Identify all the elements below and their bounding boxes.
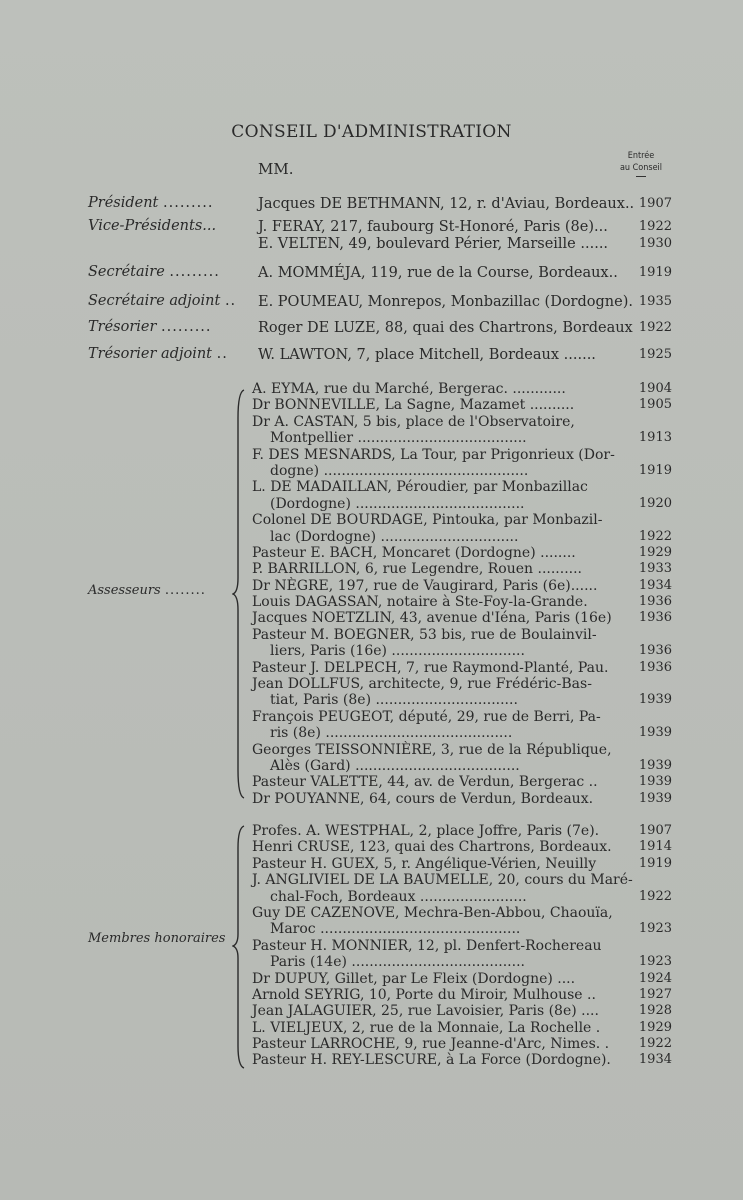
entry-row bbox=[252, 529, 672, 545]
entry-year: 1934 bbox=[638, 1052, 672, 1068]
entry-text: F. DES MESNARDS, La Tour, par Prigonrieux (Dor- bbox=[252, 446, 615, 463]
entry-year: 1919 bbox=[638, 855, 672, 871]
officer-entries bbox=[252, 294, 672, 312]
entry-row bbox=[252, 660, 672, 676]
officer-role-text: Secrétaire bbox=[88, 264, 165, 280]
entry-year: 1935 bbox=[638, 294, 672, 309]
entry-text: Pasteur E. BACH, Moncaret (Dordogne) ........ bbox=[252, 544, 576, 561]
assesseurs-label bbox=[88, 583, 206, 598]
entry-text: Pasteur H. MONNIER, 12, pl. Denfert-Rochereau bbox=[252, 937, 602, 954]
entry-year: 1929 bbox=[638, 544, 672, 560]
entry-year: 1936 bbox=[638, 610, 672, 626]
entry-year: 1913 bbox=[638, 430, 672, 446]
officer-entries bbox=[252, 196, 672, 214]
entry-text: Pasteur H. GUEX, 5, r. Angélique-Vérien, Neuilly bbox=[252, 855, 597, 872]
mm-header: MM. bbox=[258, 160, 294, 178]
officer-role-text: Secrétaire adjoint bbox=[88, 293, 221, 309]
entry-row bbox=[252, 610, 672, 626]
entry-text: E. VELTEN, 49, boulevard Périer, Marseille ...... bbox=[258, 236, 609, 252]
entry-text: Profes. A. WESTPHAL, 2, place Joffre, Paris (7e). bbox=[252, 823, 600, 839]
entree-column-header bbox=[611, 150, 671, 177]
entry-year: 1936 bbox=[638, 659, 672, 675]
assesseurs-brace bbox=[232, 388, 246, 800]
entry-text: W. LAWTON, 7, place Mitchell, Bordeaux ....... bbox=[258, 347, 596, 363]
entry-text: Maroc ............................................. bbox=[270, 921, 521, 938]
entry-text: lac (Dordogne) ............................... bbox=[270, 528, 519, 545]
entry-row bbox=[252, 627, 672, 643]
entry-text: Jean JALAGUIER, 25, rue Lavoisier, Paris (8e) .... bbox=[252, 1003, 599, 1020]
officer-role bbox=[88, 218, 216, 234]
honoraires-list bbox=[252, 823, 672, 1069]
entry-year: 1922 bbox=[638, 888, 672, 904]
entry-row bbox=[252, 381, 672, 397]
entry-row bbox=[252, 889, 672, 905]
assesseurs-dots: ........ bbox=[164, 583, 206, 598]
officer-role-text: Trésorier bbox=[88, 319, 157, 335]
entry-row bbox=[252, 414, 672, 430]
entry-text: Montpellier ...................................... bbox=[270, 430, 527, 447]
entry-text: Colonel DE BOURDAGE, Pintouka, par Monbazil- bbox=[252, 512, 603, 529]
entry-row bbox=[252, 320, 672, 338]
officer-role-dots: .. bbox=[224, 293, 237, 309]
entry-row bbox=[252, 1003, 672, 1019]
entry-text: chal-Foch, Bordeaux ........................ bbox=[270, 888, 527, 905]
entry-year: 1924 bbox=[638, 970, 672, 986]
entry-row bbox=[252, 692, 672, 708]
entry-row bbox=[252, 578, 672, 594]
entry-year: 1939 bbox=[638, 790, 672, 806]
officer-role-text: Vice-Présidents... bbox=[88, 218, 217, 234]
entry-row bbox=[252, 709, 672, 725]
entry-year: 1907 bbox=[638, 196, 672, 211]
honoraires-label bbox=[88, 931, 225, 946]
entry-year: 1934 bbox=[638, 577, 672, 593]
entry-text: Jacques DE BETHMANN, 12, r. d'Aviau, Bordeaux.. bbox=[258, 196, 635, 212]
entree-dash bbox=[636, 176, 646, 177]
entry-text: Georges TEISSONNIÈRE, 3, rue de la République, bbox=[252, 741, 612, 758]
officer-entries bbox=[252, 347, 672, 365]
entry-text: A. MOMMÉJA, 119, rue de la Course, Bordeaux.. bbox=[258, 265, 618, 281]
entry-text: Henri CRUSE, 123, quai des Chartrons, Bordeaux. bbox=[252, 839, 612, 856]
entry-text: Pasteur J. DELPECH, 7, rue Raymond-Planté, Pau. bbox=[252, 659, 609, 676]
honoraires-label-text: Membres honoraires bbox=[88, 931, 226, 946]
entry-text: Louis DAGASSAN, notaire à Ste-Foy-la-Grande. bbox=[252, 594, 588, 611]
entry-row bbox=[252, 1052, 672, 1068]
entry-row bbox=[252, 938, 672, 954]
entry-text: liers, Paris (16e) .............................. bbox=[270, 643, 525, 660]
officer-role bbox=[88, 319, 212, 335]
officer-role bbox=[88, 293, 236, 309]
entry-text: Paris (14e) ....................................... bbox=[270, 954, 525, 971]
entry-row bbox=[252, 872, 672, 888]
entry-text: (Dordogne) ...................................... bbox=[270, 495, 525, 512]
entry-row bbox=[252, 823, 672, 839]
entry-row bbox=[252, 839, 672, 855]
entry-text: Jacques NOETZLIN, 43, avenue d'Iéna, Paris (16e) bbox=[252, 610, 612, 627]
entry-row bbox=[252, 676, 672, 692]
entry-row bbox=[252, 196, 672, 214]
entry-year: 1907 bbox=[638, 823, 672, 838]
entry-text: J. ANGLIVIEL DE LA BAUMELLE, 20, cours du Maré- bbox=[252, 872, 633, 889]
assesseurs-label-text: Assesseurs bbox=[88, 583, 161, 598]
entry-year: 1936 bbox=[638, 643, 672, 659]
entry-year: 1919 bbox=[638, 462, 672, 478]
entry-text: E. POUMEAU, Monrepos, Monbazillac (Dordogne). bbox=[258, 294, 633, 310]
officer-role-dots: ......... bbox=[163, 195, 214, 211]
entry-year: 1922 bbox=[638, 1036, 672, 1052]
entry-row bbox=[252, 987, 672, 1003]
entry-year: 1922 bbox=[638, 320, 672, 335]
entry-text: dogne) .............................................. bbox=[270, 462, 529, 479]
entry-year: 1930 bbox=[638, 236, 672, 251]
entry-row bbox=[252, 561, 672, 577]
entry-text: Dr A. CASTAN, 5 bis, place de l'Observatoire, bbox=[252, 413, 575, 430]
entry-row bbox=[252, 791, 672, 807]
entry-text: Dr BONNEVILLE, La Sagne, Mazamet .......... bbox=[252, 397, 575, 414]
officer-role-dots: ......... bbox=[169, 264, 220, 280]
entry-row bbox=[252, 856, 672, 872]
entry-row bbox=[252, 545, 672, 561]
entree-line1: Entrée bbox=[627, 151, 655, 161]
entry-text: L. VIELJEUX, 2, rue de la Monnaie, La Rochelle . bbox=[252, 1019, 601, 1036]
entry-year: 1929 bbox=[638, 1019, 672, 1035]
entry-year: 1923 bbox=[638, 921, 672, 937]
entry-text: Pasteur M. BOEGNER, 53 bis, rue de Boulainvil- bbox=[252, 626, 597, 643]
entry-text: tiat, Paris (8e) ................................ bbox=[270, 692, 518, 709]
officer-role-dots: .. bbox=[216, 346, 228, 362]
entry-row bbox=[252, 643, 672, 659]
entry-row bbox=[252, 1036, 672, 1052]
entry-row bbox=[252, 463, 672, 479]
assesseurs-list bbox=[252, 381, 672, 807]
entry-text: Dr POUYANNE, 64, cours de Verdun, Bordeaux. bbox=[252, 790, 594, 807]
entry-row bbox=[252, 954, 672, 970]
entry-text: ris (8e) .......................................... bbox=[270, 725, 513, 742]
entry-year: 1919 bbox=[638, 265, 672, 280]
entry-text: Arnold SEYRIG, 10, Porte du Miroir, Mulhouse .. bbox=[252, 986, 596, 1003]
entry-row bbox=[252, 594, 672, 610]
entry-text: Jean DOLLFUS, architecte, 9, rue Frédéric-Bas- bbox=[252, 676, 592, 693]
entry-row bbox=[252, 758, 672, 774]
entry-year: 1920 bbox=[638, 495, 672, 511]
entry-year: 1927 bbox=[638, 986, 672, 1002]
entry-row bbox=[252, 742, 672, 758]
entry-year: 1928 bbox=[638, 1003, 672, 1019]
entry-row bbox=[252, 397, 672, 413]
entry-row bbox=[252, 294, 672, 312]
officer-entries bbox=[252, 265, 672, 283]
entry-row bbox=[252, 774, 672, 790]
officer-role bbox=[88, 346, 228, 362]
entree-line2: au Conseil bbox=[619, 163, 663, 173]
officer-role bbox=[88, 195, 213, 211]
entry-row bbox=[252, 447, 672, 463]
officer-role bbox=[88, 264, 220, 280]
entry-year: 1939 bbox=[638, 774, 672, 790]
entry-year: 1933 bbox=[638, 561, 672, 577]
entry-row bbox=[252, 236, 672, 254]
entry-text: Pasteur H. REY-LESCURE, à La Force (Dordogne). bbox=[252, 1052, 611, 1069]
entry-text: Roger DE LUZE, 88, quai des Chartrons, Bordeaux bbox=[258, 320, 633, 336]
entry-year: 1939 bbox=[638, 692, 672, 708]
entry-row bbox=[252, 1020, 672, 1036]
entry-row bbox=[252, 347, 672, 365]
entry-row bbox=[252, 725, 672, 741]
entry-year: 1925 bbox=[638, 347, 672, 362]
entry-row bbox=[252, 430, 672, 446]
entry-text: Pasteur VALETTE, 44, av. de Verdun, Bergerac .. bbox=[252, 774, 598, 791]
officer-role-dots: ......... bbox=[161, 319, 212, 335]
entry-text: L. DE MADAILLAN, Péroudier, par Monbazillac bbox=[252, 479, 588, 496]
entry-text: François PEUGEOT, député, 29, rue de Berri, Pa- bbox=[252, 708, 601, 725]
entry-text: Dr NÈGRE, 197, rue de Vaugirard, Paris (6e)...... bbox=[252, 577, 598, 594]
entry-text: Dr DUPUY, Gillet, par Le Fleix (Dordogne) .... bbox=[252, 970, 576, 987]
entry-text: P. BARRILLON, 6, rue Legendre, Rouen .......... bbox=[252, 561, 582, 578]
entry-year: 1939 bbox=[638, 725, 672, 741]
entry-year: 1939 bbox=[638, 757, 672, 773]
entry-year: 1905 bbox=[638, 397, 672, 413]
entry-year: 1936 bbox=[638, 594, 672, 610]
entry-text: Alès (Gard) ..................................... bbox=[270, 757, 520, 774]
entry-row bbox=[252, 971, 672, 987]
entry-row bbox=[252, 905, 672, 921]
entry-year: 1922 bbox=[638, 528, 672, 544]
entry-row bbox=[252, 219, 672, 236]
entry-row bbox=[252, 496, 672, 512]
entry-row bbox=[252, 265, 672, 283]
entry-text: A. EYMA, rue du Marché, Bergerac. ............ bbox=[252, 381, 566, 397]
honoraires-brace bbox=[232, 824, 246, 1070]
entry-text: J. FERAY, 217, faubourg St-Honoré, Paris (8e)... bbox=[258, 219, 608, 235]
officer-entries bbox=[252, 320, 672, 338]
entry-year: 1904 bbox=[638, 381, 672, 396]
entry-text: Pasteur LARROCHE, 9, rue Jeanne-d'Arc, Nimes. . bbox=[252, 1036, 610, 1053]
entry-row bbox=[252, 921, 672, 937]
officer-role-text: Président bbox=[88, 195, 159, 211]
officer-entries bbox=[252, 219, 672, 254]
entry-row bbox=[252, 512, 672, 528]
entry-year: 1922 bbox=[638, 219, 672, 234]
page-title: CONSEIL D'ADMINISTRATION bbox=[231, 122, 512, 142]
entry-text: Guy DE CAZENOVE, Mechra-Ben-Abbou, Chaouïa, bbox=[252, 904, 613, 921]
officer-role-text: Trésorier adjoint bbox=[88, 346, 213, 362]
entry-year: 1923 bbox=[638, 954, 672, 970]
entry-row bbox=[252, 479, 672, 495]
entry-year: 1914 bbox=[638, 839, 672, 855]
